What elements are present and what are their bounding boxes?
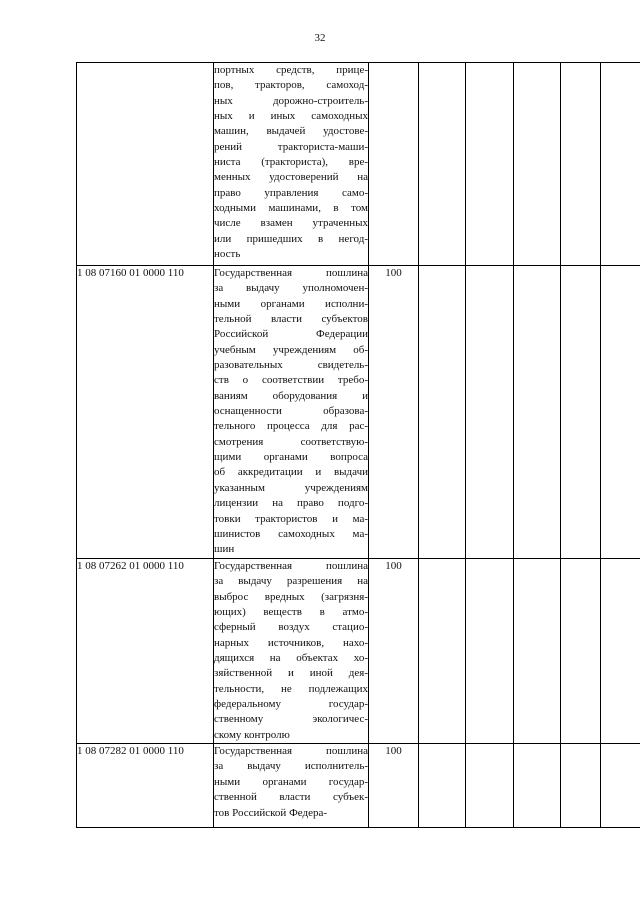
empty-cell bbox=[561, 559, 601, 744]
description-line: товки трактористов и ма- bbox=[214, 512, 368, 525]
description-line: дящихся на объектах хо- bbox=[214, 652, 368, 665]
description-line: ность bbox=[214, 248, 241, 261]
revenue-description-cell bbox=[214, 63, 369, 266]
description-line: числе взамен утраченных bbox=[214, 217, 368, 230]
budget-code-cell: 1 08 07160 01 0000 110 bbox=[77, 266, 214, 559]
empty-cell bbox=[514, 559, 561, 744]
revenue-description-cell bbox=[214, 559, 369, 744]
standard-value-cell bbox=[369, 63, 419, 266]
description-line: шин bbox=[214, 543, 235, 556]
description-line: оснащенности образова- bbox=[214, 405, 368, 418]
description-line: нарных источников, нахо- bbox=[214, 636, 368, 649]
description-line: портных средств, прице- bbox=[214, 64, 368, 76]
empty-cell bbox=[514, 266, 561, 559]
description-line: тов Российской Федера- bbox=[214, 806, 328, 819]
page-number: 32 bbox=[314, 32, 326, 44]
empty-cell bbox=[561, 266, 601, 559]
empty-cell bbox=[514, 744, 561, 828]
empty-cell bbox=[466, 266, 514, 559]
description-line: ных дорожно-строитель- bbox=[214, 94, 368, 107]
description-line: ваниям оборудования и bbox=[214, 389, 368, 402]
description-line: тельной власти субъектов bbox=[214, 313, 368, 326]
description-line: учебным учреждениям об- bbox=[214, 343, 368, 356]
empty-cell bbox=[601, 744, 640, 828]
table-row bbox=[77, 266, 640, 559]
budget-code-cell: 1 08 07282 01 0000 110 bbox=[77, 744, 214, 828]
revenue-description-cell bbox=[214, 744, 369, 828]
description-line: ными органами государ- bbox=[214, 775, 368, 788]
description-line: ными органами исполни- bbox=[214, 297, 368, 310]
empty-cell bbox=[419, 63, 466, 266]
description-line: ющих) веществ в атмо- bbox=[214, 606, 368, 619]
description-line: щими органами вопроса bbox=[214, 451, 368, 464]
description-line: за выдачу разрешения на bbox=[214, 575, 368, 588]
description-line: скому контролю bbox=[214, 728, 290, 741]
description-line: Государственная пошлина bbox=[214, 267, 368, 279]
empty-cell bbox=[466, 559, 514, 744]
description-line: за выдачу исполнитель- bbox=[214, 760, 368, 773]
standard-value-cell: 100 bbox=[369, 559, 419, 744]
description-line: право управления само- bbox=[214, 186, 368, 199]
budget-codes-table bbox=[76, 62, 640, 828]
empty-cell bbox=[419, 266, 466, 559]
description-line: об аккредитации и выдачи bbox=[214, 466, 368, 479]
table-row bbox=[77, 559, 640, 744]
empty-cell bbox=[561, 744, 601, 828]
description-line: пов, тракторов, самоход- bbox=[214, 79, 368, 92]
empty-cell bbox=[601, 266, 640, 559]
description-line: лицензии на право подго- bbox=[214, 497, 368, 510]
description-line: смотрения соответствую- bbox=[214, 435, 368, 448]
description-line: ственной власти субъек- bbox=[214, 791, 368, 804]
description-line: Государственная пошлина bbox=[214, 745, 368, 758]
description-line: шинистов самоходных ма- bbox=[214, 527, 368, 540]
description-line: выброс вредных (загрязня- bbox=[214, 590, 368, 603]
empty-cell bbox=[514, 63, 561, 266]
table-row bbox=[77, 63, 640, 266]
budget-code-cell: 1 08 07262 01 0000 110 bbox=[77, 559, 214, 744]
empty-cell bbox=[466, 744, 514, 828]
description-line: Российской Федерации bbox=[214, 328, 368, 341]
description-line: федеральному государ- bbox=[214, 698, 368, 711]
description-line: ниста (тракториста), вре- bbox=[214, 156, 368, 169]
empty-cell bbox=[419, 744, 466, 828]
description-line: сферный воздух стацио- bbox=[214, 621, 368, 634]
description-line: или пришедших в негод- bbox=[214, 232, 368, 245]
empty-cell bbox=[561, 63, 601, 266]
description-line: ств о соответствии требо- bbox=[214, 374, 368, 387]
description-line: рений тракториста-маши- bbox=[214, 140, 368, 153]
description-line: за выдачу уполномочен- bbox=[214, 282, 368, 295]
description-line: менных удостоверений на bbox=[214, 171, 368, 184]
description-line: машин, выдачей удостове- bbox=[214, 125, 368, 138]
description-line: тельности, не подлежащих bbox=[214, 682, 368, 695]
description-line: Государственная пошлина bbox=[214, 560, 368, 572]
description-line: ходными машинами, в том bbox=[214, 202, 368, 215]
description-line: зяйственной и иной дея- bbox=[214, 667, 368, 680]
table-row bbox=[77, 744, 640, 828]
budget-code-cell bbox=[77, 63, 214, 266]
description-line: разовательных свидетель- bbox=[214, 359, 368, 372]
empty-cell bbox=[601, 63, 640, 266]
revenue-description-cell bbox=[214, 266, 369, 559]
description-line: ственному экологичес- bbox=[214, 713, 368, 726]
description-line: ных и иных самоходных bbox=[214, 110, 368, 123]
empty-cell bbox=[419, 559, 466, 744]
description-line: тельного процесса для рас- bbox=[214, 420, 368, 433]
description-line: указанным учреждениям bbox=[214, 481, 368, 494]
empty-cell bbox=[466, 63, 514, 266]
standard-value-cell: 100 bbox=[369, 744, 419, 828]
standard-value-cell: 100 bbox=[369, 266, 419, 559]
empty-cell bbox=[601, 559, 640, 744]
